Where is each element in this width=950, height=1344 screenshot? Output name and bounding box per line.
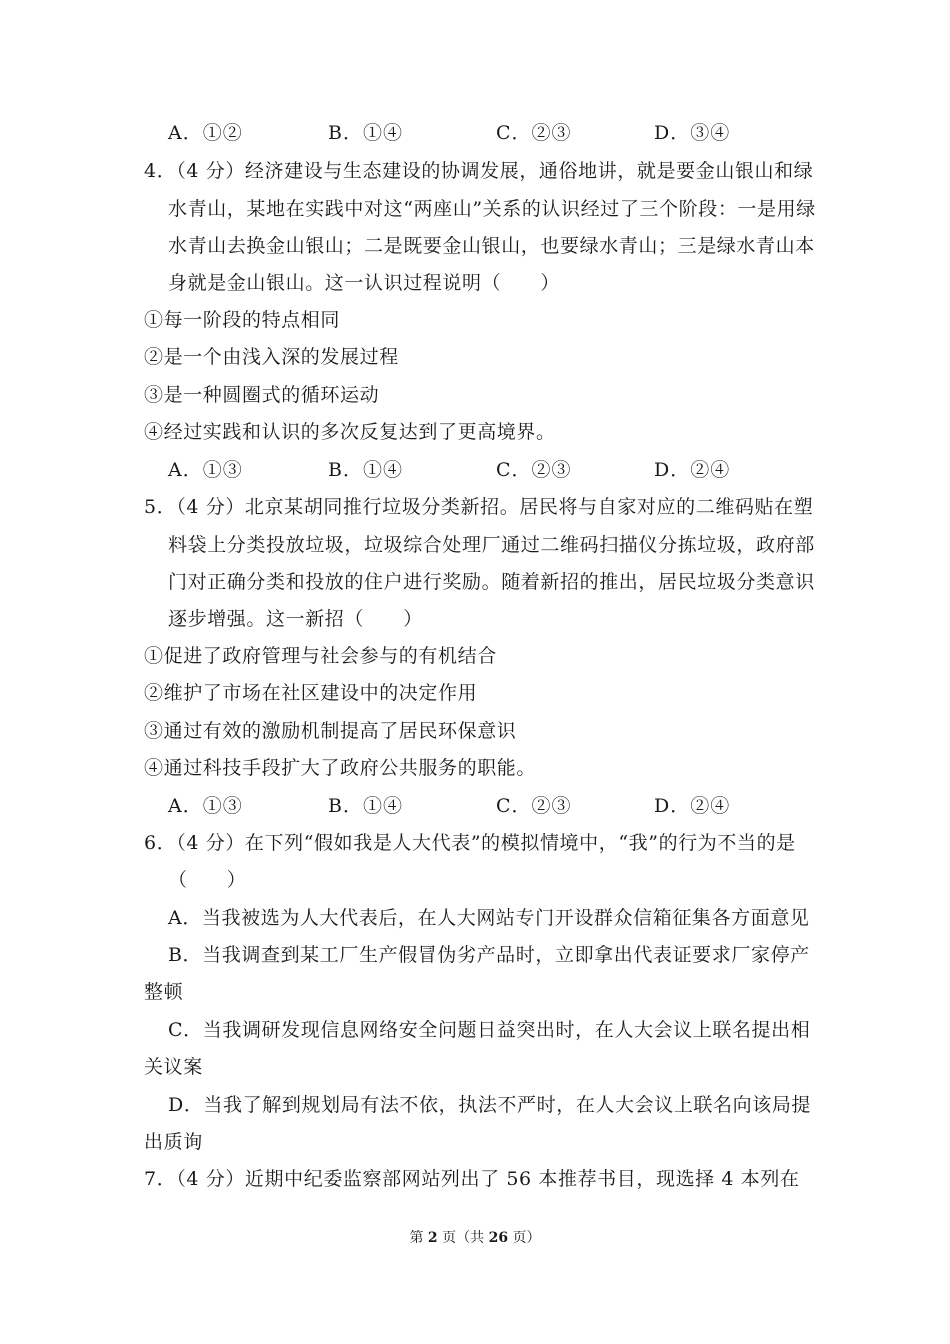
page-footer — [0, 1228, 950, 1248]
q6-option-c: C．当我调研发现信息网络安全问题日益突出时，在人大会议上联名提出相 — [168, 1019, 811, 1041]
q5-option-c: C．②③ — [496, 795, 572, 817]
q5-stem-line-3: 门对正确分类和投放的住户进行奖励。随着新招的推出，居民垃圾分类意识 — [168, 571, 815, 593]
q4-statement-4: ④经过实践和认识的多次反复达到了更高境界。 — [144, 421, 556, 443]
q6-stem-line-1: 6．（4 分）在下列“假如我是人大代表”的模拟情境中，“我”的行为不当的是 — [144, 832, 796, 854]
q5-option-d: D．②④ — [654, 795, 731, 817]
q6-option-b: B．当我调查到某工厂生产假冒伪劣产品时，立即拿出代表证要求厂家停产 — [168, 944, 810, 966]
q4-option-d: D．②④ — [654, 459, 731, 481]
q6-option-b-cont: 整顿 — [144, 981, 184, 1003]
footer-prefix: 第 — [409, 1230, 424, 1246]
q6-option-c-cont: 关议案 — [144, 1056, 203, 1078]
q5-statement-4: ④通过科技手段扩大了政府公共服务的职能。 — [144, 757, 537, 779]
footer-page-number: 2 — [427, 1230, 438, 1246]
q6-option-d-cont: 出质询 — [144, 1131, 203, 1153]
q5-stem-line-1: 5．（4 分）北京某胡同推行垃圾分类新招。居民将与自家对应的二维码贴在塑 — [144, 496, 814, 518]
q5-stem-line-4: 逐步增强。这一新招（ ） — [168, 608, 423, 630]
q4-stem-line-2: 水青山，某地在实践中对这“两座山”关系的认识经过了三个阶段：一是用绿 — [168, 198, 816, 220]
q5-option-b: B．①④ — [328, 795, 403, 817]
q6-stem-line-2: （ ） — [168, 869, 247, 891]
q4-statement-1: ①每一阶段的特点相同 — [144, 309, 341, 331]
footer-suffix: 页） — [512, 1230, 541, 1246]
q5-option-a: A．①③ — [168, 795, 243, 817]
q6-option-d: D．当我了解到规划局有法不依，执法不严时，在人大会议上联名向该局提 — [168, 1094, 812, 1116]
q5-statement-3: ③通过有效的激励机制提高了居民环保意识 — [144, 720, 517, 742]
q3-option-b: B．①④ — [328, 122, 403, 144]
q4-option-a: A．①③ — [168, 459, 243, 481]
q4-statement-3: ③是一种圆圈式的循环运动 — [144, 384, 380, 406]
q4-option-c: C．②③ — [496, 459, 572, 481]
q5-stem-line-2: 料袋上分类投放垃圾，垃圾综合处理厂通过二维码扫描仪分拣垃圾，政府部 — [168, 534, 815, 556]
q3-option-c: C．②③ — [496, 122, 572, 144]
q6-option-a: A．当我被选为人大代表后，在人大网站专门开设群众信箱征集各方面意见 — [168, 907, 810, 929]
q3-option-a: A．①② — [168, 122, 243, 144]
footer-total-pages: 26 — [488, 1230, 509, 1246]
q4-option-b: B．①④ — [328, 459, 403, 481]
q7-stem-line-1: 7．（4 分）近期中纪委监察部网站列出了 56 本推荐书目，现选择 4 本列在 — [144, 1168, 800, 1190]
q4-stem-line-3: 水青山去换金山银山；二是既要金山银山，也要绿水青山；三是绿水青山本 — [168, 235, 815, 257]
footer-mid: 页（共 — [442, 1230, 485, 1246]
q5-statement-2: ②维护了市场在社区建设中的决定作用 — [144, 682, 478, 704]
q4-stem-line-4: 身就是金山银山。这一认识过程说明（ ） — [168, 272, 561, 294]
q4-statement-2: ②是一个由浅入深的发展过程 — [144, 346, 399, 368]
q5-statement-1: ①促进了政府管理与社会参与的有机结合 — [144, 645, 497, 667]
q3-option-d: D．③④ — [654, 122, 731, 144]
q4-stem-line-1: 4．（4 分）经济建设与生态建设的协调发展，通俗地讲，就是要金山银山和绿 — [144, 160, 814, 182]
